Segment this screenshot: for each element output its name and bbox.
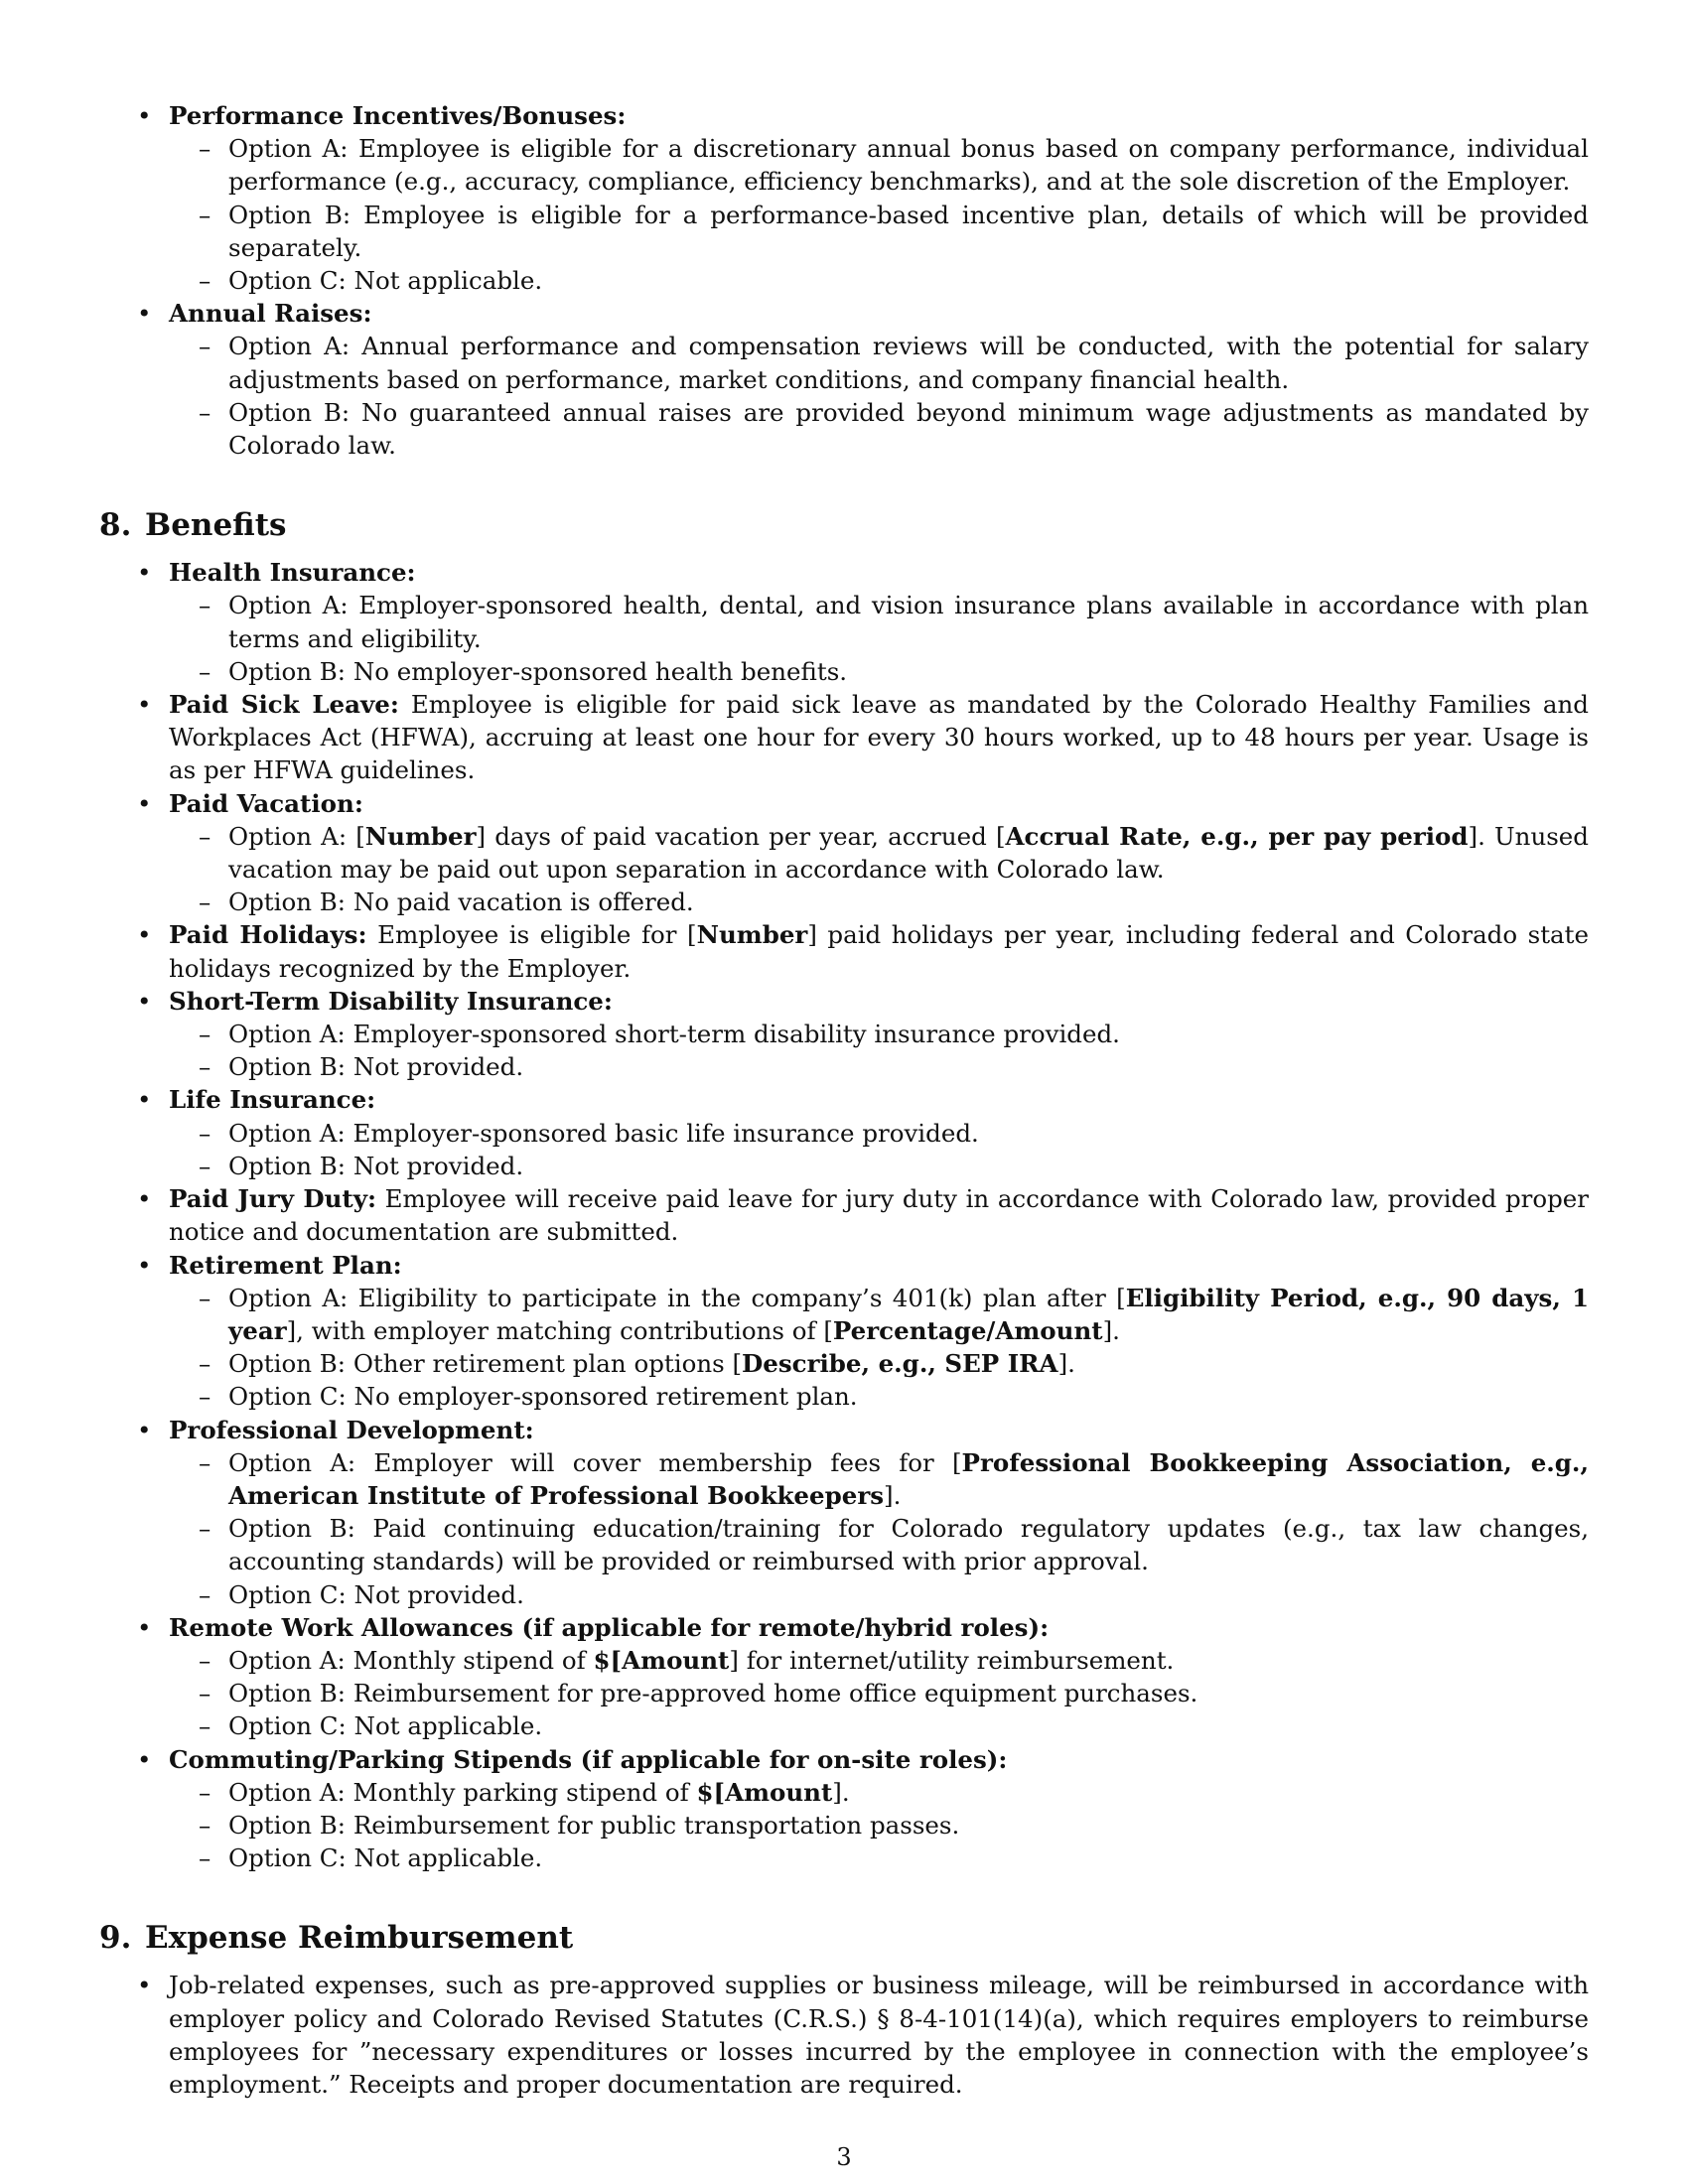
option-item: – Option B: Reimbursement for pre-approved home office equipment purchases. (99, 1677, 1589, 1709)
option-item (99, 1446, 1589, 1512)
option-text: ]. (1102, 1315, 1120, 1345)
option-item: – Option B: Employee is eligible for a performance-based incentive plan, details of which will be provided separately. (99, 199, 1589, 264)
item-label: Commuting/Parking Stipends (if applicable for on-site roles): (169, 1744, 1008, 1774)
list-item (99, 1083, 1589, 1116)
option-item (99, 820, 1589, 886)
placeholder-field: $[Amount (593, 1645, 730, 1675)
placeholder-field: $[Amount (696, 1777, 833, 1807)
option-item: – Option A: Employee is eligible for a discretionary annual bonus based on company performance, individual performance (e.g., accuracy, compliance, efficiency benchmarks), and at the sole discretion of the Employer. (99, 132, 1589, 198)
item-label: Health Insurance: (169, 558, 416, 588)
placeholder-field: Number (696, 920, 808, 950)
placeholder-field: Professional Bookkeeping Association, e.g., American Institute of Professional Bookkeepers (228, 1447, 1589, 1510)
option-text: ], with employer matching contributions of [ (286, 1315, 833, 1345)
item-label: Annual Raises: (169, 299, 372, 329)
list-item (99, 688, 1589, 787)
list-item (99, 556, 1589, 589)
placeholder-field: Percentage/Amount (832, 1315, 1103, 1345)
option-item: – Option C: Not applicable. (99, 1842, 1589, 1874)
option-text: Option A: Eligibility to participate in the company’s 401(k) plan after [ (228, 1283, 1126, 1312)
item-label: Performance Incentives/Bonuses: (169, 101, 627, 130)
section-number: 9. (99, 1920, 132, 1957)
list-item (99, 1414, 1589, 1446)
option-item: – Option B: Reimbursement for public transportation passes. (99, 1809, 1589, 1842)
option-item: – Option A: Employer-sponsored short-term disability insurance provided. (99, 1018, 1589, 1050)
item-label: Life Insurance: (169, 1085, 376, 1115)
document-page (99, 99, 1589, 2101)
option-text: Option A: Monthly parking stipend of (228, 1777, 697, 1807)
section-title: Benefits (145, 507, 287, 544)
item-label: Paid Sick Leave: (169, 690, 399, 720)
placeholder-field: Accrual Rate, e.g., per pay period (1005, 821, 1469, 851)
option-text: Option A: [ (228, 821, 365, 851)
item-text: Employee will receive paid leave for jury duty in accordance with Colorado law, provided proper notice and documentation are submitted. (169, 1184, 1589, 1247)
list-item (99, 1249, 1589, 1282)
option-text: ]. (1057, 1349, 1075, 1379)
option-item: – Option C: Not applicable. (99, 1709, 1589, 1742)
placeholder-field: Eligibility Period, e.g., 90 days, 1 year (228, 1283, 1589, 1345)
option-text: ] for internet/utility reimbursement. (729, 1645, 1175, 1675)
section-heading (99, 506, 1589, 544)
option-item: – Option B: No guaranteed annual raises are provided beyond minimum wage adjustments as mandated by Colorado law. (99, 396, 1589, 462)
list-item (99, 1743, 1589, 1776)
list-item (99, 99, 1589, 132)
list-item (99, 918, 1589, 984)
list-item (99, 787, 1589, 820)
option-item (99, 1776, 1589, 1809)
option-text: ]. Unused vacation may be paid out upon separation in accordance with Colorado law. (228, 821, 1589, 885)
item-text: ] paid holidays per year, including federal and Colorado state holidays recognized by the Employer. (169, 920, 1590, 983)
item-label: Paid Holidays: (169, 920, 367, 950)
option-text: Option A: Employer will cover membership fees for [ (228, 1447, 962, 1477)
item-text: Employee is eligible for [ (377, 920, 697, 950)
item-label: Paid Vacation: (169, 788, 363, 818)
option-item: – Option C: No employer-sponsored retirement plan. (99, 1380, 1589, 1413)
option-item: – Option C: Not applicable. (99, 264, 1589, 297)
option-text: ] days of paid vacation per year, accrued [ (476, 821, 1006, 851)
list-item (99, 1182, 1589, 1248)
option-text: ]. (884, 1480, 902, 1510)
list-item (99, 297, 1589, 330)
item-label: Paid Jury Duty: (169, 1184, 377, 1214)
option-text: ]. (832, 1777, 850, 1807)
option-item: – Option B: No employer-sponsored health benefits. (99, 655, 1589, 688)
item-label: Retirement Plan: (169, 1250, 402, 1280)
page-number: 3 (836, 2143, 852, 2171)
option-item (99, 1282, 1589, 1347)
option-text: Option A: Monthly stipend of (228, 1645, 594, 1675)
option-item: – Option B: Not provided. (99, 1150, 1589, 1182)
section-title: Expense Reimbursement (145, 1920, 574, 1957)
placeholder-field: Describe, e.g., SEP IRA (742, 1349, 1058, 1379)
option-item: – Option A: Annual performance and compensation reviews will be conducted, with the potential for salary adjustments based on performance, market conditions, and company financial health. (99, 330, 1589, 395)
placeholder-field: Number (364, 821, 477, 851)
item-label: Remote Work Allowances (if applicable for remote/hybrid roles): (169, 1612, 1050, 1642)
option-item: – Option B: No paid vacation is offered. (99, 886, 1589, 918)
item-text: Employee is eligible for paid sick leave as mandated by the Colorado Healthy Families and Workplaces Act (HFWA), accruing at least one hour for every 30 hours worked, up to 48 hours per year. Usage is as per HFWA guidelines. (169, 690, 1589, 785)
list-item: • Job-related expenses, such as pre-approved supplies or business mileage, will be reimbursed in accordance with employer policy and Colorado Revised Statutes (C.R.S.) § 8-4-101(14)(a), which requires employers to reimburse employees for ”necessary expenditures or losses incurred by the employee in connection with the employee’s employment.” Receipts and proper documentation are required. (99, 1969, 1589, 2101)
list-item (99, 985, 1589, 1018)
option-item: – Option A: Employer-sponsored health, dental, and vision insurance plans available in accordance with plan terms and eligibility. (99, 589, 1589, 654)
option-item (99, 1644, 1589, 1677)
option-item: – Option A: Employer-sponsored basic life insurance provided. (99, 1117, 1589, 1150)
option-text: Option B: Other retirement plan options [ (228, 1349, 743, 1379)
option-item (99, 1347, 1589, 1380)
option-item: – Option B: Paid continuing education/training for Colorado regulatory updates (e.g., tax law changes, accounting standards) will be provided or reimbursed with prior approval. (99, 1512, 1589, 1577)
item-label: Professional Development: (169, 1415, 534, 1444)
option-item: – Option B: Not provided. (99, 1050, 1589, 1083)
option-item: – Option C: Not provided. (99, 1578, 1589, 1611)
section-number: 8. (99, 507, 132, 544)
section-heading (99, 1919, 1589, 1957)
item-label: Short-Term Disability Insurance: (169, 986, 613, 1016)
list-item (99, 1611, 1589, 1644)
